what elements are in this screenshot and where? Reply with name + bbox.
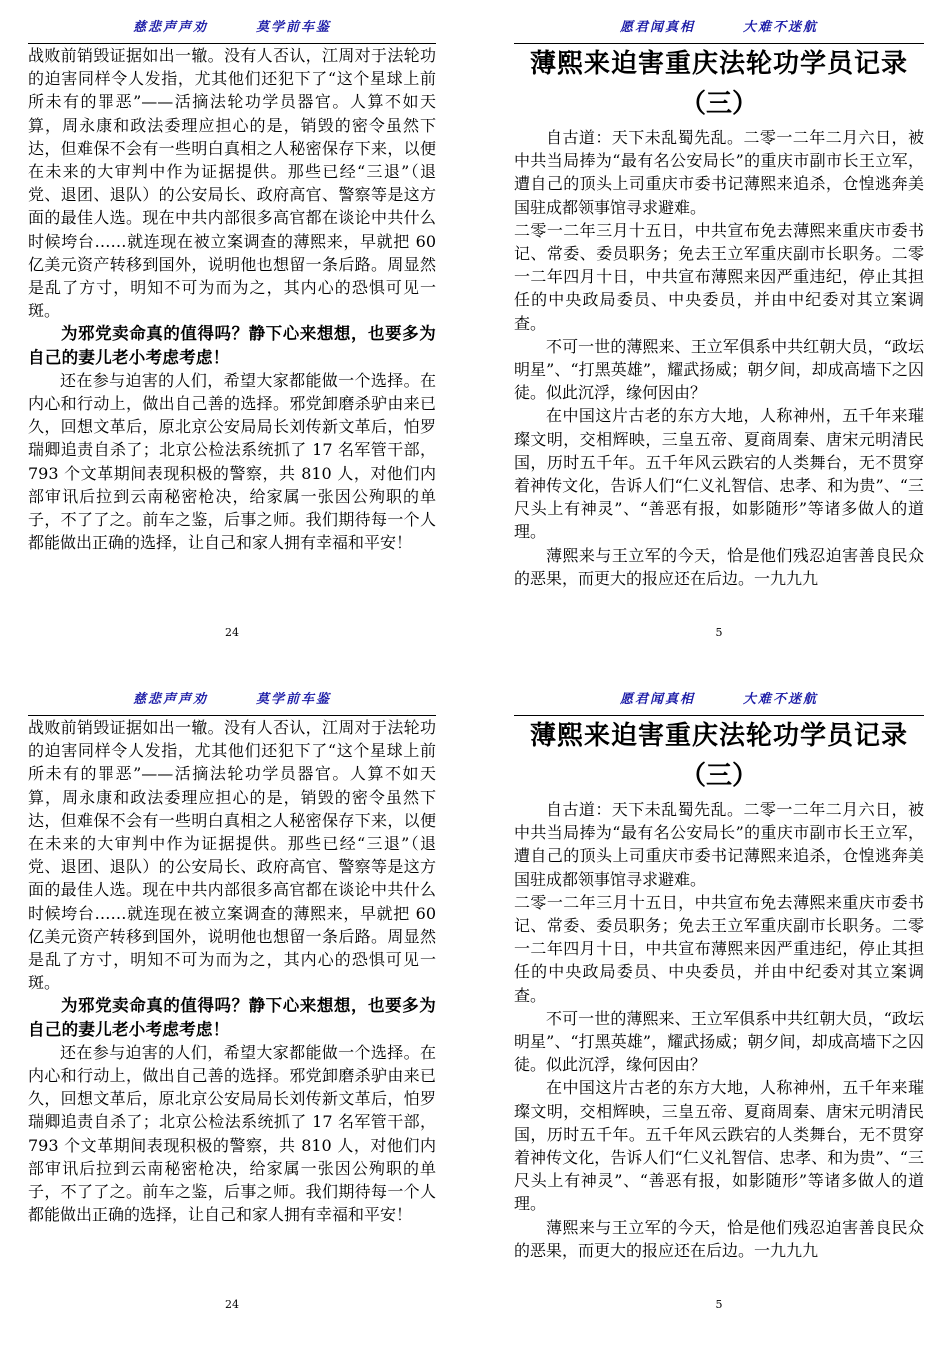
bold-callout: 为邪党卖命真的值得吗？静下心来想想，也要多为自己的妻儿老小考虑考虑！ bbox=[28, 996, 436, 1039]
paragraph: 战败前销毁证据如出一辙。没有人否认，江周对于法轮功的迫害同样令人发指，尤其他们还犯下了“这个星球上前所未有的罪恶”——活摘法轮功学员器官。人算不如天算，周永康和政法委理应担心的是，销毁的密令虽然下达，但难保不会有一些明白真相之人秘密保存下来，以便在未来的大审判中作为证据提供。那些已经“三退”（退党、退团、退队）的公安局长、政府高官、警察等是这方面的最佳人选。现在中共内部很多高官都在谈论中共什么时候垮台……就连现在被立案调查的薄熙来，早就把 60 亿美元资产转移到国外，说明他也想留一条后路。周显然是乱了方寸，明知不可为而为之，其内心的恐惧可见一斑。 bbox=[28, 718, 436, 993]
left-header-slogan-a: 慈悲声声劝 bbox=[132, 692, 208, 707]
right-header-slogan-a: 愿君闻真相 bbox=[619, 20, 695, 35]
paragraph: 不可一世的薄熙来、王立军俱系中共红朝大员，“政坛明星”、“打黑英雄”，耀武扬威；朝夕间，却成高墙下之囚徒。似此沉浮，缘何因由？ bbox=[514, 336, 924, 403]
paragraph: 战败前销毁证据如出一辙。没有人否认，江周对于法轮功的迫害同样令人发指，尤其他们还犯下了“这个星球上前所未有的罪恶”——活摘法轮功学员器官。人算不如天算，周永康和政法委理应担心的是，销毁的密令虽然下达，但难保不会有一些明白真相之人秘密保存下来，以便在未来的大审判中作为证据提供。那些已经“三退”（退党、退团、退队）的公安局长、政府高官、警察等是这方面的最佳人选。现在中共内部很多高官都在谈论中共什么时候垮台……就连现在被立案调查的薄熙来，早就把 60 亿美元资产转移到国外，说明他也想留一条后路。周显然是乱了方寸，明知不可为而为之，其内心的恐惧可见一斑。 bbox=[28, 46, 436, 321]
right-page-body bbox=[514, 44, 924, 590]
page-number: 24 bbox=[225, 626, 239, 639]
left-page-body bbox=[28, 716, 436, 1226]
page-number: 24 bbox=[225, 1298, 239, 1311]
paragraph: 薄熙来与王立军的今天，恰是他们残忍迫害善良民众的恶果，而更大的报应还在后边。一九九九 bbox=[514, 1217, 924, 1260]
article-subtitle: （三） bbox=[679, 89, 758, 119]
top-sheet bbox=[0, 0, 950, 672]
right-page bbox=[514, 0, 924, 672]
paragraph: 二零一二年三月十五日，中共宣布免去薄熙来重庆市委书记、常委、委员职务；免去王立军重庆副市长职务。二零一二年四月十日，中共宣布薄熙来因严重违纪，停止其担任的中央政局委员、中央委员，并由中纪委对其立案调查。 bbox=[514, 220, 924, 333]
article-title: 薄熙来迫害重庆法轮功学员记录 bbox=[529, 721, 908, 751]
left-header-slogan-b: 莫学前车鉴 bbox=[256, 20, 332, 35]
paragraph: 还在参与迫害的人们，希望大家都能做一个选择。在内心和行动上，做出自己善的选择。邪党卸磨杀驴由来已久，回想文革后，原北京公安局局长刘传新文革后，怕罗瑞卿追责自杀了；北京公检法系统抓了 17 名军管干部，793 个文革期间表现积极的警察，共 810 人，对他们内部审讯后拉到云南秘密枪决，给家属一张因公殉职的单子，不了了之。前车之鉴，后事之师。我们期待每一个人都能做出正确的选择，让自己和家人拥有幸福和平安！ bbox=[28, 1042, 436, 1225]
right-header-slogan-b: 大难不迷航 bbox=[743, 692, 819, 707]
paragraph: 自古道：天下未乱蜀先乱。二零一二年二月六日，被中共当局捧为“最有名公安局长”的重庆市副市长王立军，遭自己的顶头上司重庆市委书记薄熙来追杀，仓惶逃奔美国驻成都领事馆寻求避难。 bbox=[514, 800, 924, 889]
left-page-header bbox=[28, 688, 436, 714]
left-header-slogan-b: 莫学前车鉴 bbox=[256, 692, 332, 707]
right-page bbox=[514, 672, 924, 1344]
paragraph: 自古道：天下未乱蜀先乱。二零一二年二月六日，被中共当局捧为“最有名公安局长”的重庆市副市长王立军，遭自己的顶头上司重庆市委书记薄熙来追杀，仓惶逃奔美国驻成都领事馆寻求避难。 bbox=[514, 128, 924, 217]
left-header-slogan-a: 慈悲声声劝 bbox=[132, 20, 208, 35]
paragraph: 还在参与迫害的人们，希望大家都能做一个选择。在内心和行动上，做出自己善的选择。邪党卸磨杀驴由来已久，回想文革后，原北京公安局局长刘传新文革后，怕罗瑞卿追责自杀了；北京公检法系统抓了 17 名军管干部，793 个文革期间表现积极的警察，共 810 人，对他们内部审讯后拉到云南秘密枪决，给家属一张因公殉职的单子，不了了之。前车之鉴，后事之师。我们期待每一个人都能做出正确的选择，让自己和家人拥有幸福和平安！ bbox=[28, 370, 436, 553]
paragraph: 薄熙来与王立军的今天，恰是他们残忍迫害善良民众的恶果，而更大的报应还在后边。一九九九 bbox=[514, 545, 924, 588]
article-subtitle: （三） bbox=[679, 761, 758, 791]
left-page bbox=[28, 672, 436, 1344]
left-page-body bbox=[28, 44, 436, 554]
article-title: 薄熙来迫害重庆法轮功学员记录 bbox=[529, 49, 908, 79]
page-number: 5 bbox=[715, 626, 723, 639]
paragraph: 二零一二年三月十五日，中共宣布免去薄熙来重庆市委书记、常委、委员职务；免去王立军重庆副市长职务。二零一二年四月十日，中共宣布薄熙来因严重违纪，停止其担任的中央政局委员、中央委员，并由中纪委对其立案调查。 bbox=[514, 892, 924, 1005]
paragraph: 不可一世的薄熙来、王立军俱系中共红朝大员，“政坛明星”、“打黑英雄”，耀武扬威；朝夕间，却成高墙下之囚徒。似此沉浮，缘何因由？ bbox=[514, 1008, 924, 1075]
right-header-slogan-a: 愿君闻真相 bbox=[619, 692, 695, 707]
right-page-body bbox=[514, 716, 924, 1262]
page-number: 5 bbox=[715, 1298, 723, 1311]
right-page-header bbox=[514, 16, 924, 42]
bottom-sheet bbox=[0, 672, 950, 1344]
bold-callout: 为邪党卖命真的值得吗？静下心来想想，也要多为自己的妻儿老小考虑考虑！ bbox=[28, 324, 436, 367]
left-page-header bbox=[28, 16, 436, 42]
paragraph: 在中国这片古老的东方大地，人称神州，五千年来璀璨文明，交相辉映，三皇五帝、夏商周秦、唐宋元明清民国，历时五千年。五千年风云跌宕的人类舞台，无不贯穿着神传文化，告诉人们“仁义礼智信、忠孝、和为贵”、“三尺头上有神灵”、“善恶有报，如影随形”等诸多做人的道理。 bbox=[514, 1078, 924, 1214]
left-page bbox=[28, 0, 436, 672]
right-page-header bbox=[514, 688, 924, 714]
paragraph: 在中国这片古老的东方大地，人称神州，五千年来璀璨文明，交相辉映，三皇五帝、夏商周秦、唐宋元明清民国，历时五千年。五千年风云跌宕的人类舞台，无不贯穿着神传文化，告诉人们“仁义礼智信、忠孝、和为贵”、“三尺头上有神灵”、“善恶有报，如影随形”等诸多做人的道理。 bbox=[514, 406, 924, 542]
right-header-slogan-b: 大难不迷航 bbox=[743, 20, 819, 35]
